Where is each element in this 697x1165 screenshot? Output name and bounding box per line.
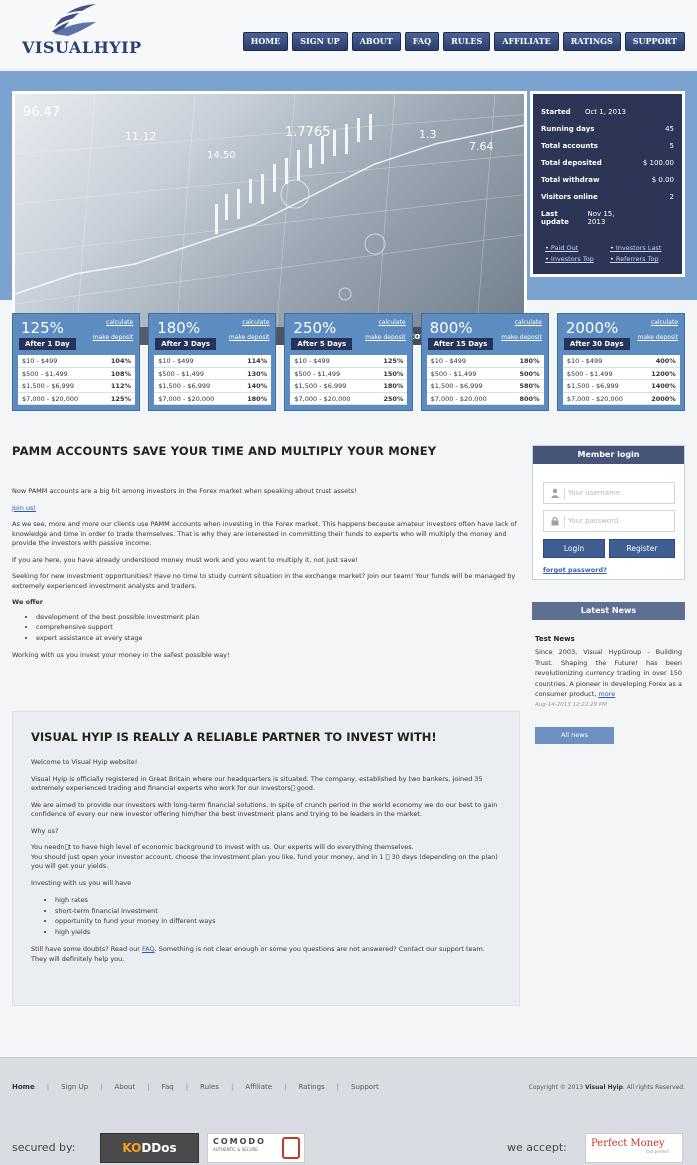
- plan-row: [563, 380, 680, 393]
- plan-range: $1,500 - $6,999: [566, 382, 619, 390]
- list-item: • expert assistance at every stage: [36, 633, 519, 644]
- plan-rate: 400%: [655, 357, 676, 365]
- plan-rate: 2000%: [651, 394, 676, 403]
- page-title: PAMM ACCOUNTS SAVE YOUR TIME AND MULTIPLY YOUR MONEY: [12, 444, 437, 458]
- stats-panel: [530, 91, 685, 277]
- plan-rates-table: [427, 355, 544, 405]
- plan-rate: 104%: [110, 357, 131, 365]
- footer-nav: [12, 1083, 379, 1091]
- plan-rate: 180%: [519, 357, 540, 365]
- plan-row: [290, 368, 407, 381]
- stat-value: 5: [669, 142, 674, 150]
- stat-value: 2: [669, 193, 674, 201]
- list-item: • short-term financial investment: [55, 906, 501, 917]
- link-paid-out[interactable]: • Paid Out: [545, 244, 610, 252]
- comodo-badge[interactable]: [207, 1133, 305, 1163]
- copyright-brand: Visual Hyip: [584, 1084, 623, 1091]
- news-item-title: Test News: [535, 635, 575, 643]
- plan-make-deposit-link[interactable]: make deposit: [501, 334, 542, 341]
- footer-separator: |: [100, 1083, 103, 1091]
- stat-label: Started: [541, 108, 571, 116]
- copyright: [529, 1084, 685, 1091]
- plan-row: [563, 393, 680, 406]
- plan-range: $500 - $1,499: [566, 369, 613, 378]
- plan-range: $10 - $499: [158, 357, 194, 365]
- plan-row: [290, 380, 407, 393]
- plan-rate: 108%: [110, 369, 131, 378]
- login-button[interactable]: Login: [543, 539, 605, 558]
- plan-row: [18, 393, 135, 406]
- partner-section: [12, 711, 520, 1006]
- stat-label: Total deposited: [541, 159, 602, 167]
- chart-number: 14.50: [207, 150, 236, 161]
- plan-calculate-link[interactable]: calculate: [378, 319, 406, 326]
- latest-news-box: [532, 602, 685, 739]
- comodo-subtext: AUTHENTIC & SECURE: [213, 1147, 258, 1152]
- stat-label: Last update: [541, 210, 569, 226]
- paragraph: Investing with us you will have: [31, 878, 132, 887]
- plan-range: $1,500 - $6,999: [430, 382, 483, 390]
- footer-separator: |: [147, 1083, 150, 1091]
- plan-card: [148, 313, 276, 411]
- stat-value: Oct 1, 2013: [584, 108, 626, 116]
- stat-running-days: [541, 125, 674, 142]
- plan-rate: 114%: [247, 357, 268, 365]
- stat-total-accounts: [541, 142, 674, 159]
- plan-row: [18, 380, 135, 393]
- plan-rate: 112%: [110, 382, 131, 390]
- news-item-body: [535, 647, 682, 700]
- plan-rate: 150%: [383, 369, 404, 378]
- plan-card: [12, 313, 140, 411]
- plan-calculate-link[interactable]: calculate: [514, 319, 542, 326]
- footer-link-affiliate[interactable]: Affiliate: [245, 1083, 273, 1091]
- plan-percent: 180%: [157, 319, 201, 337]
- plan-range: $10 - $499: [294, 357, 330, 365]
- comodo-text: COMODO: [213, 1137, 266, 1146]
- footer-link-support[interactable]: Support: [351, 1083, 379, 1091]
- plan-row: [18, 368, 135, 381]
- plan-card: [284, 313, 412, 411]
- plan-rates-table: [18, 355, 135, 405]
- plan-range: $10 - $499: [430, 357, 467, 365]
- news-item-date: Aug-14-2013 12:22:29 PM: [535, 701, 607, 708]
- link-investors-last[interactable]: • Investors Last: [610, 244, 675, 252]
- offer-list: [36, 612, 519, 644]
- plan-rates-table: [563, 355, 680, 405]
- copyright-text: Copyright © 2013: [528, 1084, 585, 1091]
- perfect-money-subtext: fast perfect: [645, 1149, 669, 1154]
- nav-sign-up[interactable]: SIGN UP: [292, 32, 347, 51]
- plan-range: $7,000 - $20,000: [566, 394, 623, 403]
- offer-heading: We offer: [12, 598, 43, 606]
- footer-separator: |: [284, 1083, 287, 1091]
- password-input[interactable]: [568, 511, 668, 531]
- plan-rate: 125%: [383, 357, 404, 365]
- plan-make-deposit-link[interactable]: make deposit: [365, 334, 406, 341]
- header: [0, 0, 697, 70]
- user-icon: [550, 488, 560, 498]
- faq-link[interactable]: FAQ: [141, 945, 155, 953]
- plan-rate: 250%: [383, 394, 404, 403]
- stat-value: $ 100.00: [642, 159, 674, 167]
- stat-total-deposited: [541, 159, 674, 176]
- news-more-link[interactable]: more: [598, 690, 616, 698]
- footer-separator: |: [185, 1083, 189, 1091]
- plan-rates-table: [154, 355, 271, 405]
- plan-calculate-link[interactable]: calculate: [106, 319, 134, 326]
- list-item: • opportunity to fund your money in different ways: [55, 916, 501, 927]
- list-item: • high yields: [55, 927, 501, 938]
- password-field[interactable]: [543, 510, 675, 532]
- paragraph: Welcome to Visual Hyip website!: [31, 758, 138, 766]
- paragraph: Working with us you invest your money in the safest possible way!: [12, 651, 230, 659]
- stat-links: [545, 244, 675, 263]
- nav-affiliate[interactable]: AFFILIATE: [494, 32, 559, 51]
- paragraph: Seeking for new investment opportunities? Have no time to study current situation in the exchange market? Join our team! Your funds will be managed by extremely experienced investment analysts and traders.: [12, 572, 516, 590]
- chart-number: 1.3: [419, 128, 437, 141]
- paragraph: Now PAMM accounts are a big hit among investors in the Forex market when speaking about trust assets!: [12, 487, 357, 495]
- link-referrers-top[interactable]: • Referrers Top: [610, 255, 675, 263]
- chart-number: 96.47: [23, 105, 61, 120]
- chart-number: 11.12: [125, 130, 157, 143]
- link-investors-top[interactable]: • Investors Top: [545, 255, 610, 263]
- paragraph: Why us?: [31, 826, 59, 835]
- join-us-link[interactable]: Join us!: [12, 503, 36, 512]
- paragraph-line: You needn t to have high level of economic background to invest with us. Our experts will do everything themselves.: [31, 843, 414, 851]
- stat-value: Nov 15, 2013: [587, 210, 615, 226]
- paragraph-line: You should just open your investor account, choose the investment plan you like, fund your money, and in 1   30 days (depending on the plan) you will get your yields.: [31, 852, 498, 870]
- footer-separator: |: [230, 1083, 234, 1091]
- stat-label: Total withdraw: [541, 176, 600, 184]
- stat-visitors-online: [541, 193, 674, 210]
- footer-link-ratings[interactable]: Ratings: [298, 1083, 325, 1091]
- plan-percent: 250%: [293, 319, 337, 337]
- stat-total-withdraw: [541, 176, 674, 193]
- plan-range: $1,500 - $6,999: [158, 382, 211, 390]
- footer-link-rules[interactable]: Rules: [200, 1083, 219, 1091]
- padlock-icon: [282, 1137, 300, 1159]
- plan-range: $7,000 - $20,000: [158, 394, 215, 403]
- list-item: • comprehensive support: [36, 622, 519, 633]
- footer-link-about[interactable]: About: [114, 1083, 136, 1091]
- copyright-text: . All rights Reserved.: [622, 1084, 685, 1091]
- chart-number: 1.7765: [285, 125, 331, 140]
- secured-by-label: secured by:: [12, 1141, 76, 1154]
- stat-value: $ 0.00: [651, 176, 674, 184]
- member-login-title: Member login: [533, 446, 684, 464]
- benefits-list: [55, 895, 501, 937]
- footer: [0, 1057, 697, 1165]
- plan-term: After 1 Day: [19, 338, 76, 350]
- stat-label: Running days: [541, 125, 595, 133]
- plan-term: After 5 Days: [291, 338, 352, 350]
- paragraph: If you are here, you have already understood money must work and you want to multiply it, not just save!: [12, 555, 359, 564]
- plan-term: After 30 Days: [564, 338, 630, 350]
- perfect-money-text: Perfect Money: [591, 1138, 665, 1149]
- plan-rate: 800%: [519, 394, 540, 403]
- plan-rates-table: [290, 355, 407, 405]
- paragraph: [31, 843, 501, 872]
- plan-row: [427, 368, 544, 381]
- register-button[interactable]: Register: [609, 539, 675, 558]
- plan-range: $1,500 - $6,999: [294, 382, 347, 390]
- koddos-text: KO: [122, 1141, 142, 1155]
- plan-range: $10 - $499: [566, 357, 603, 365]
- nav-about[interactable]: ABOUT: [352, 32, 401, 51]
- field-divider: [564, 516, 565, 527]
- member-login-box: [532, 445, 685, 580]
- main-content: [12, 487, 519, 668]
- plan-percent: 800%: [429, 319, 473, 337]
- plan-row: [290, 355, 407, 368]
- plan-rate: 140%: [247, 382, 268, 390]
- plan-range: $7,000 - $20,000: [22, 394, 79, 403]
- stat-last-update: [541, 210, 674, 227]
- all-news-button[interactable]: All news: [535, 727, 614, 744]
- plan-row: [154, 355, 271, 368]
- latest-news-title: Latest News: [532, 602, 685, 620]
- main-nav: [243, 32, 685, 51]
- nav-home[interactable]: HOME: [243, 32, 288, 51]
- plan-percent: 125%: [21, 319, 64, 337]
- plan-row: [427, 355, 544, 368]
- plan-percent: 2000%: [565, 319, 619, 337]
- plan-card: [557, 313, 685, 411]
- investment-plans: [12, 313, 685, 411]
- footer-link-home[interactable]: Home: [12, 1083, 35, 1091]
- lock-icon: [550, 516, 560, 526]
- we-accept-label: we accept:: [507, 1141, 567, 1154]
- plan-row: [154, 393, 271, 406]
- username-field[interactable]: [543, 482, 675, 504]
- plan-range: $500 - $1,499: [22, 369, 68, 378]
- nav-rules[interactable]: RULES: [443, 32, 490, 51]
- plan-range: $500 - $1,499: [294, 369, 341, 378]
- plan-term: After 15 Days: [428, 338, 494, 350]
- stat-value: 45: [665, 125, 674, 133]
- paragraph-text: Still have some doubts? Read our: [31, 945, 142, 953]
- nav-faq[interactable]: FAQ: [405, 32, 439, 51]
- plan-row: [563, 368, 680, 381]
- stat-label: Total accounts: [541, 142, 598, 150]
- perfect-money-badge[interactable]: [585, 1133, 683, 1163]
- paragraph: We are aimed to provide our investors with long-term financial solutions. In spite of crunch period in the world economy we do our best to gain confidence of every our new investor offering him/her the best investment plans and trying to be leaders in the market.: [31, 800, 498, 818]
- nav-support[interactable]: SUPPORT: [625, 32, 685, 51]
- news-item-text: Since 2003, Visual HypGroup - Building Trust. Shaping the Future! has been revolutionizing currency trading in over 150 countries. A pioneer in developing Forex as a consumer product,: [535, 648, 682, 698]
- partner-title: VISUAL HYIP IS REALLY A RELIABLE PARTNER TO INVEST WITH!: [31, 730, 437, 744]
- paragraph: Visual Hyip is officially registered in Great Britain where our headquarters is situated. The company, established by two bankers, joined 35 extremely experienced trading and financial experts who work for our investors  good.: [31, 774, 483, 792]
- plan-row: [427, 393, 544, 406]
- logo-globe-icon: [46, 2, 100, 36]
- stat-label: Visitors online: [541, 193, 598, 201]
- stat-started: [541, 108, 674, 125]
- chart-number: 7.64: [469, 140, 494, 153]
- field-divider: [564, 488, 565, 499]
- footer-link-sign-up[interactable]: Sign Up: [61, 1083, 89, 1091]
- plan-range: $500 - $1,499: [430, 369, 477, 378]
- plan-rate: 130%: [247, 369, 268, 378]
- plan-rate: 180%: [383, 382, 404, 390]
- plan-range: $1,500 - $6,999: [22, 382, 74, 390]
- plan-row: [563, 355, 680, 368]
- plan-calculate-link[interactable]: calculate: [242, 319, 270, 326]
- plan-rate: 125%: [110, 394, 131, 403]
- banner-chart-image: [12, 91, 527, 348]
- plan-range: $7,000 - $20,000: [430, 394, 487, 403]
- koddos-text: DDos: [141, 1141, 177, 1155]
- footer-separator: |: [46, 1083, 50, 1091]
- banner-chart-graphic: [15, 94, 527, 348]
- paragraph: As we see, more and more our clients use PAMM accounts when investing in the Forex market. This happens because amateur investors often have lack of knowledge and time in order to trade themselves. That is why they are interested in committing their funds to experts who will multiply the money and provide the investors with passive income.: [12, 520, 517, 547]
- plan-rate: 1200%: [651, 369, 676, 378]
- paragraph-text: . Something is not clear enough or some you questions are not answered? Contact our support team. They will definitely help you.: [31, 945, 485, 963]
- username-input[interactable]: [568, 483, 668, 503]
- plan-rate: 500%: [519, 369, 540, 378]
- logo[interactable]: [22, 2, 142, 62]
- plan-range: $7,000 - $20,000: [294, 394, 351, 403]
- plan-row: [290, 393, 407, 406]
- plan-rate: 180%: [247, 394, 268, 403]
- plan-card: [421, 313, 549, 411]
- plan-range: $10 - $499: [22, 357, 58, 365]
- koddos-badge[interactable]: [100, 1133, 199, 1163]
- forgot-password-link[interactable]: forgot password?: [543, 566, 607, 574]
- list-item: • development of the best possible investment plan: [36, 612, 519, 623]
- plan-range: $500 - $1,499: [158, 369, 204, 378]
- plan-row: [154, 368, 271, 381]
- footer-separator: |: [336, 1083, 340, 1091]
- plan-make-deposit-link[interactable]: make deposit: [92, 334, 134, 341]
- footer-link-faq[interactable]: Faq: [161, 1083, 174, 1091]
- plan-row: [154, 380, 271, 393]
- plan-row: [18, 355, 135, 368]
- plan-rate: 580%: [519, 382, 540, 390]
- plan-term: After 3 Days: [155, 338, 216, 350]
- plan-row: [427, 380, 544, 393]
- plan-calculate-link[interactable]: calculate: [650, 319, 679, 326]
- nav-ratings[interactable]: RATINGS: [563, 32, 621, 51]
- plan-make-deposit-link[interactable]: make deposit: [228, 334, 270, 341]
- plan-make-deposit-link[interactable]: make deposit: [637, 334, 679, 341]
- list-item: • high rates: [55, 895, 501, 906]
- paragraph: [31, 945, 501, 964]
- plan-rate: 1400%: [651, 382, 676, 390]
- logo-text: VISUALHYIP: [22, 38, 142, 57]
